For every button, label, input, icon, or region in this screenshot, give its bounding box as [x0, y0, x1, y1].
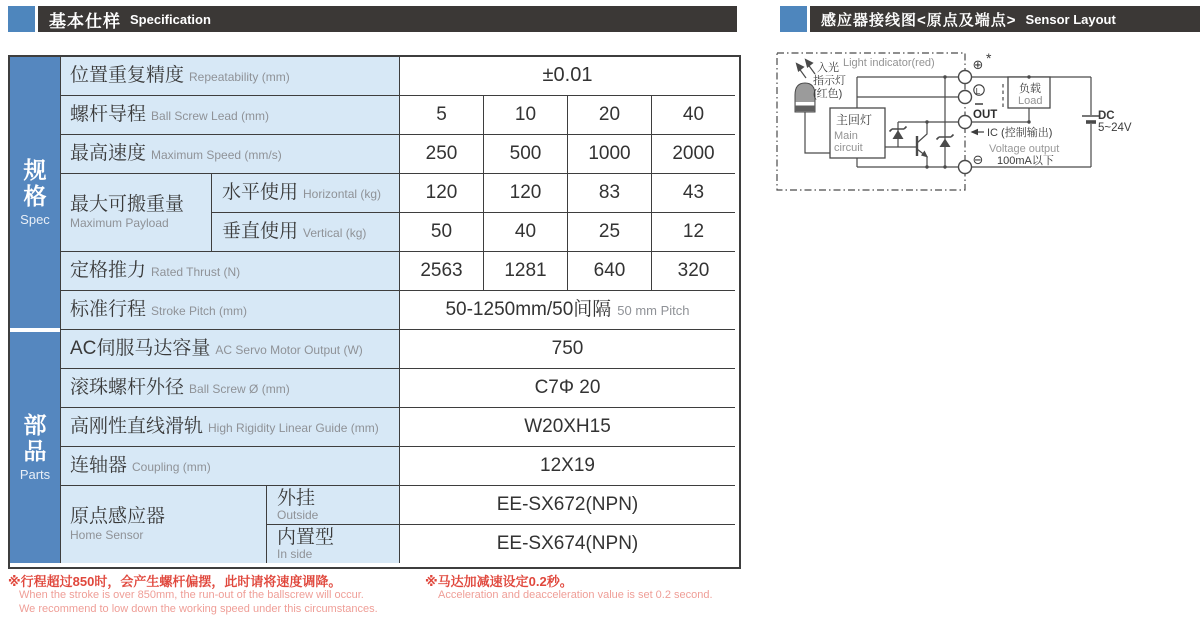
terminal-out-circle: [959, 116, 972, 129]
terminal-plus-circle: [959, 71, 972, 84]
value-vertical-3: 25: [568, 213, 652, 252]
value-lead-2: 10: [484, 96, 568, 135]
label-home-inside: 内置型 In side: [267, 525, 400, 563]
value-home-inside: EE-SX674(NPN): [400, 525, 735, 563]
sensor-layout-title-en: Sensor Layout: [1025, 11, 1116, 27]
value-thrust-2: 1281: [484, 252, 568, 291]
specification-title-zh: 基本仕样: [49, 11, 121, 31]
value-vertical-2: 40: [484, 213, 568, 252]
sidebar-parts-zh: 部品: [23, 411, 47, 464]
note1-en1: When the stroke is over 850mm, the run-out of the ballscrew will occur.: [19, 589, 364, 601]
note2-en: Acceleration and deacceleration value is set 0.2 second.: [438, 589, 713, 601]
main-circuit-en1: Main: [834, 130, 858, 142]
value-coupling: 12X19: [400, 447, 735, 486]
header-accent-square: [780, 6, 807, 32]
ic-arrow-head: [971, 129, 979, 135]
note1-zh: ※行程超过850时，会产生螺杆偏摆，此时请将速度调降。: [8, 574, 342, 589]
current-limit-label: 100mA以下: [997, 155, 1054, 167]
bottom-wire: [857, 158, 965, 167]
value-lead-3: 20: [568, 96, 652, 135]
sidebar-parts-en: Parts: [19, 467, 51, 483]
transistor-collector: [917, 122, 927, 143]
value-motor: 750: [400, 330, 735, 369]
main-circuit-en2: circuit: [834, 142, 863, 154]
value-home-outside: EE-SX672(NPN): [400, 486, 735, 525]
voltage-range-label: 5~24V: [1098, 122, 1132, 134]
sidebar-divider: [60, 57, 61, 563]
ic-output-label: IC (控制输出): [987, 127, 1053, 139]
value-vertical-4: 12: [652, 213, 735, 252]
main-circuit-zh: 主回灯: [836, 113, 873, 127]
l-terminal-symbol: L: [975, 85, 981, 96]
sidebar-spec-zh: 规格: [23, 156, 47, 209]
sidebar-spec-en: Spec: [20, 212, 50, 228]
sensor-wiring-diagram: [770, 50, 1200, 195]
value-speed-4: 2000: [652, 135, 735, 174]
value-speed-2: 500: [484, 135, 568, 174]
value-lead-1: 5: [400, 96, 484, 135]
led-wire: [805, 112, 830, 153]
value-horizontal-4: 43: [652, 174, 735, 213]
terminal-minus-circle: [959, 161, 972, 174]
value-horizontal-3: 83: [568, 174, 652, 213]
label-guide: 高刚性直线滑轨 High Rigidity Linear Guide (mm): [60, 408, 400, 447]
label-payload: 最大可搬重量 Maximum Payload: [60, 174, 212, 252]
label-motor: AC伺服马达容量 AC Servo Motor Output (W): [60, 330, 400, 369]
label-payload-horizontal: 水平使用 Horizontal (kg): [212, 174, 400, 213]
specification-title-en: Specification: [130, 11, 211, 27]
label-ballscrew: 滚珠螺杆外径 Ball Screw Ø (mm): [60, 369, 400, 408]
dc-label: DC: [1098, 110, 1115, 122]
label-home-outside: 外挂 Outside: [267, 486, 400, 525]
terminal-l-circle: [959, 91, 972, 104]
out-label: OUT: [973, 109, 998, 121]
header-bar: [810, 6, 1200, 32]
value-thrust-3: 640: [568, 252, 652, 291]
header-bar: [38, 6, 737, 32]
note1-en2: We recommend to low down the working speed under this circumstances.: [19, 603, 378, 615]
value-thrust-4: 320: [652, 252, 735, 291]
plus-terminal-symbol: ⊕: [972, 57, 984, 72]
label-coupling: 连轴器 Coupling (mm): [60, 447, 400, 486]
out-wire: [898, 122, 965, 147]
light-indicator-label: Light indicator(red): [843, 57, 935, 69]
voltage-output-label: Voltage output: [989, 143, 1060, 155]
label-lead: 螺杆导程 Ball Screw Lead (mm): [60, 96, 400, 135]
label-thrust: 定格推力 Rated Thrust (N): [60, 252, 400, 291]
minus-terminal-symbol: ⊖: [972, 152, 984, 167]
light-zh-1: 入光: [817, 62, 839, 74]
specification-header: [8, 6, 737, 32]
zener1-triangle: [893, 130, 904, 139]
value-horizontal-1: 120: [400, 174, 484, 213]
value-horizontal-2: 120: [484, 174, 568, 213]
emitter-arrow: [921, 151, 928, 158]
value-thrust-1: 2563: [400, 252, 484, 291]
sidebar-parts: [10, 332, 60, 563]
label-home-sensor: 原点感应器 Home Sensor: [60, 486, 267, 563]
wire: [857, 77, 965, 108]
sidebar-spec: [10, 57, 60, 328]
spec-table: [8, 55, 741, 569]
label-repeatability: 位置重复精度 Repeatability (mm): [60, 57, 400, 96]
zener2-triangle: [940, 139, 951, 148]
label-payload-vertical: 垂直使用 Vertical (kg): [212, 213, 400, 252]
value-guide: W20XH15: [400, 408, 735, 447]
note2-zh: ※马达加减速设定0.2秒。: [425, 574, 573, 589]
value-lead-4: 40: [652, 96, 735, 135]
value-speed-1: 250: [400, 135, 484, 174]
load-zh: 负载: [1019, 83, 1041, 95]
sensor-layout-header: [780, 6, 1200, 32]
label-speed: 最高速度 Maximum Speed (mm/s): [60, 135, 400, 174]
value-speed-3: 1000: [568, 135, 652, 174]
value-ballscrew: C7Φ 20: [400, 369, 735, 408]
led-band-dark: [796, 106, 815, 112]
value-repeatability: ±0.01: [400, 57, 735, 96]
sensor-layout-title-zh: 感应器接线图<原点及端点>: [821, 11, 1017, 29]
load-en: Load: [1018, 95, 1043, 107]
header-accent-square: [8, 6, 35, 32]
led-band-light: [796, 102, 815, 106]
light-zh-2: 指示灯: [813, 75, 846, 87]
value-stroke: 50-1250mm/50间隔 50 mm Pitch: [400, 291, 735, 330]
transistor-emitter: [917, 149, 927, 167]
light-zh-3: (红色): [813, 88, 843, 100]
label-stroke: 标准行程 Stroke Pitch (mm): [60, 291, 400, 330]
asterisk-mark: *: [986, 50, 992, 66]
value-vertical-1: 50: [400, 213, 484, 252]
